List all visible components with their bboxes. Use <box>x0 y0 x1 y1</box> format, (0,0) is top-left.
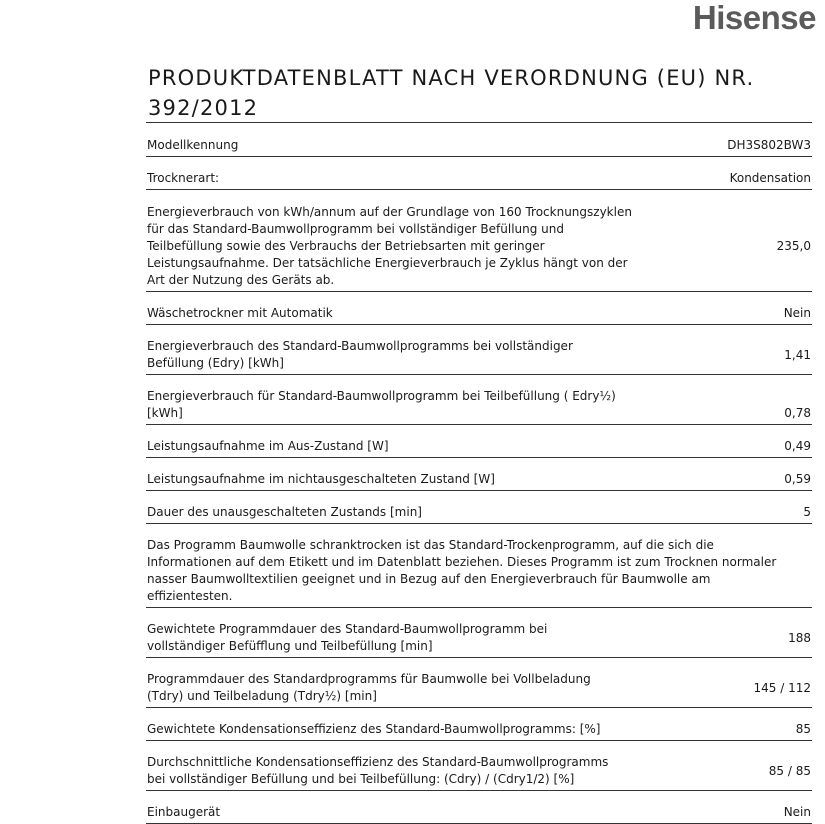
row-label: Leistungsaufnahme im nichtausgeschalteten Zustand [W] <box>147 472 495 486</box>
row-value: 5 <box>803 505 811 519</box>
row-label: Durchschnittliche Kondensationseffizienz des Standard-Baumwollprogramms bei vollständiger Befüllung und bei Teilbefüllung: (Cdry) / (Cdry1/2) [%] <box>147 755 609 786</box>
row-label: Gewichtete Kondensationseffizienz des Standard-Baumwollprogramms: [%] <box>147 722 601 736</box>
table-row-energy-partial-load <box>146 388 812 425</box>
row-value: 0,59 <box>784 472 811 486</box>
row-value: 85 <box>795 722 811 736</box>
table-row-average-condensation <box>146 754 812 791</box>
row-label: Einbaugerät <box>147 805 221 819</box>
page-title: PRODUKTDATENBLATT NACH VERORDNUNG (EU) NR. 392/2012 <box>148 66 755 120</box>
row-value: 188 <box>788 630 811 645</box>
row-label: Gewichtete Programmdauer des Standard-Baumwollprogramm bei vollständiger Befüfflung und Teilbefüllung [min] <box>147 622 548 653</box>
table-row-left-on-duration <box>146 504 812 524</box>
row-value: 85 / 85 <box>768 763 811 778</box>
table-row-automatic <box>146 305 812 325</box>
row-label: Wäschetrockner mit Automatik <box>147 306 333 320</box>
row-label: Trocknerart: <box>147 171 220 185</box>
product-data-table <box>146 122 812 824</box>
table-row-weighted-duration <box>146 621 812 658</box>
table-row-weighted-condensation <box>146 721 812 741</box>
row-value: 145 / 112 <box>753 680 811 695</box>
row-label: Modellkennung <box>147 138 239 152</box>
row-label: Energieverbrauch für Standard-Baumwollprogramm bei Teilbefüllung ( Edry½) [kWh] <box>147 389 616 420</box>
row-label: Energieverbrauch des Standard-Baumwollprogramms bei vollständiger Befüllung (Edry) [kWh] <box>147 339 573 370</box>
row-value: 0,78 <box>784 406 811 420</box>
table-row-built-in <box>146 804 812 824</box>
table-row-dryer-type <box>146 170 812 190</box>
table-row-left-on-power <box>146 471 812 491</box>
row-label: Leistungsaufnahme im Aus-Zustand [W] <box>147 439 389 453</box>
row-value: Nein <box>783 805 811 819</box>
table-row-annual-energy <box>146 204 812 292</box>
row-value: 1,41 <box>784 347 811 362</box>
row-value: DH3S802BW3 <box>727 138 811 152</box>
row-label: Dauer des unausgeschalteten Zustands [min] <box>147 505 422 519</box>
table-row-energy-full-load <box>146 338 812 375</box>
row-label: Das Programm Baumwolle schranktrocken ist das Standard-Trockenprogramm, auf die sich die Informationen auf dem Etikett und im Datenblatt beziehen. Dieses Programm ist zum Trocknen normaler nasser Baumwolltextilien geeignet und in Bezug auf den Energieverbrauch für Baumwolle am effizientesten. <box>147 538 777 603</box>
table-row-program-duration <box>146 671 812 708</box>
row-value: 235,0 <box>776 239 811 253</box>
table-row-model <box>146 137 812 157</box>
hisense-logo: Hisense <box>692 0 816 36</box>
table-row-standard-program-note <box>146 537 812 608</box>
row-value: 0,49 <box>784 439 811 453</box>
row-value: Nein <box>783 306 811 320</box>
table-row-off-mode-power <box>146 438 812 458</box>
row-label: Programmdauer des Standardprogramms für Baumwolle bei Vollbeladung (Tdry) und Teilbeladung (Tdry½) [min] <box>147 672 591 703</box>
row-label: Energieverbrauch von kWh/annum auf der Grundlage von 160 Trocknungszyklen für das Standard-Baumwollprogramm bei vollständiger Befüllung und Teilbefüllung sowie des Verbrauchs der Betriebsarten mit geringer Leistungsaufnahme. Der tatsächliche Energieverbrauch je Zyklus hängt von der Art der Nutzung des Geräts ab. <box>147 205 632 287</box>
row-value: Kondensation <box>729 171 811 185</box>
